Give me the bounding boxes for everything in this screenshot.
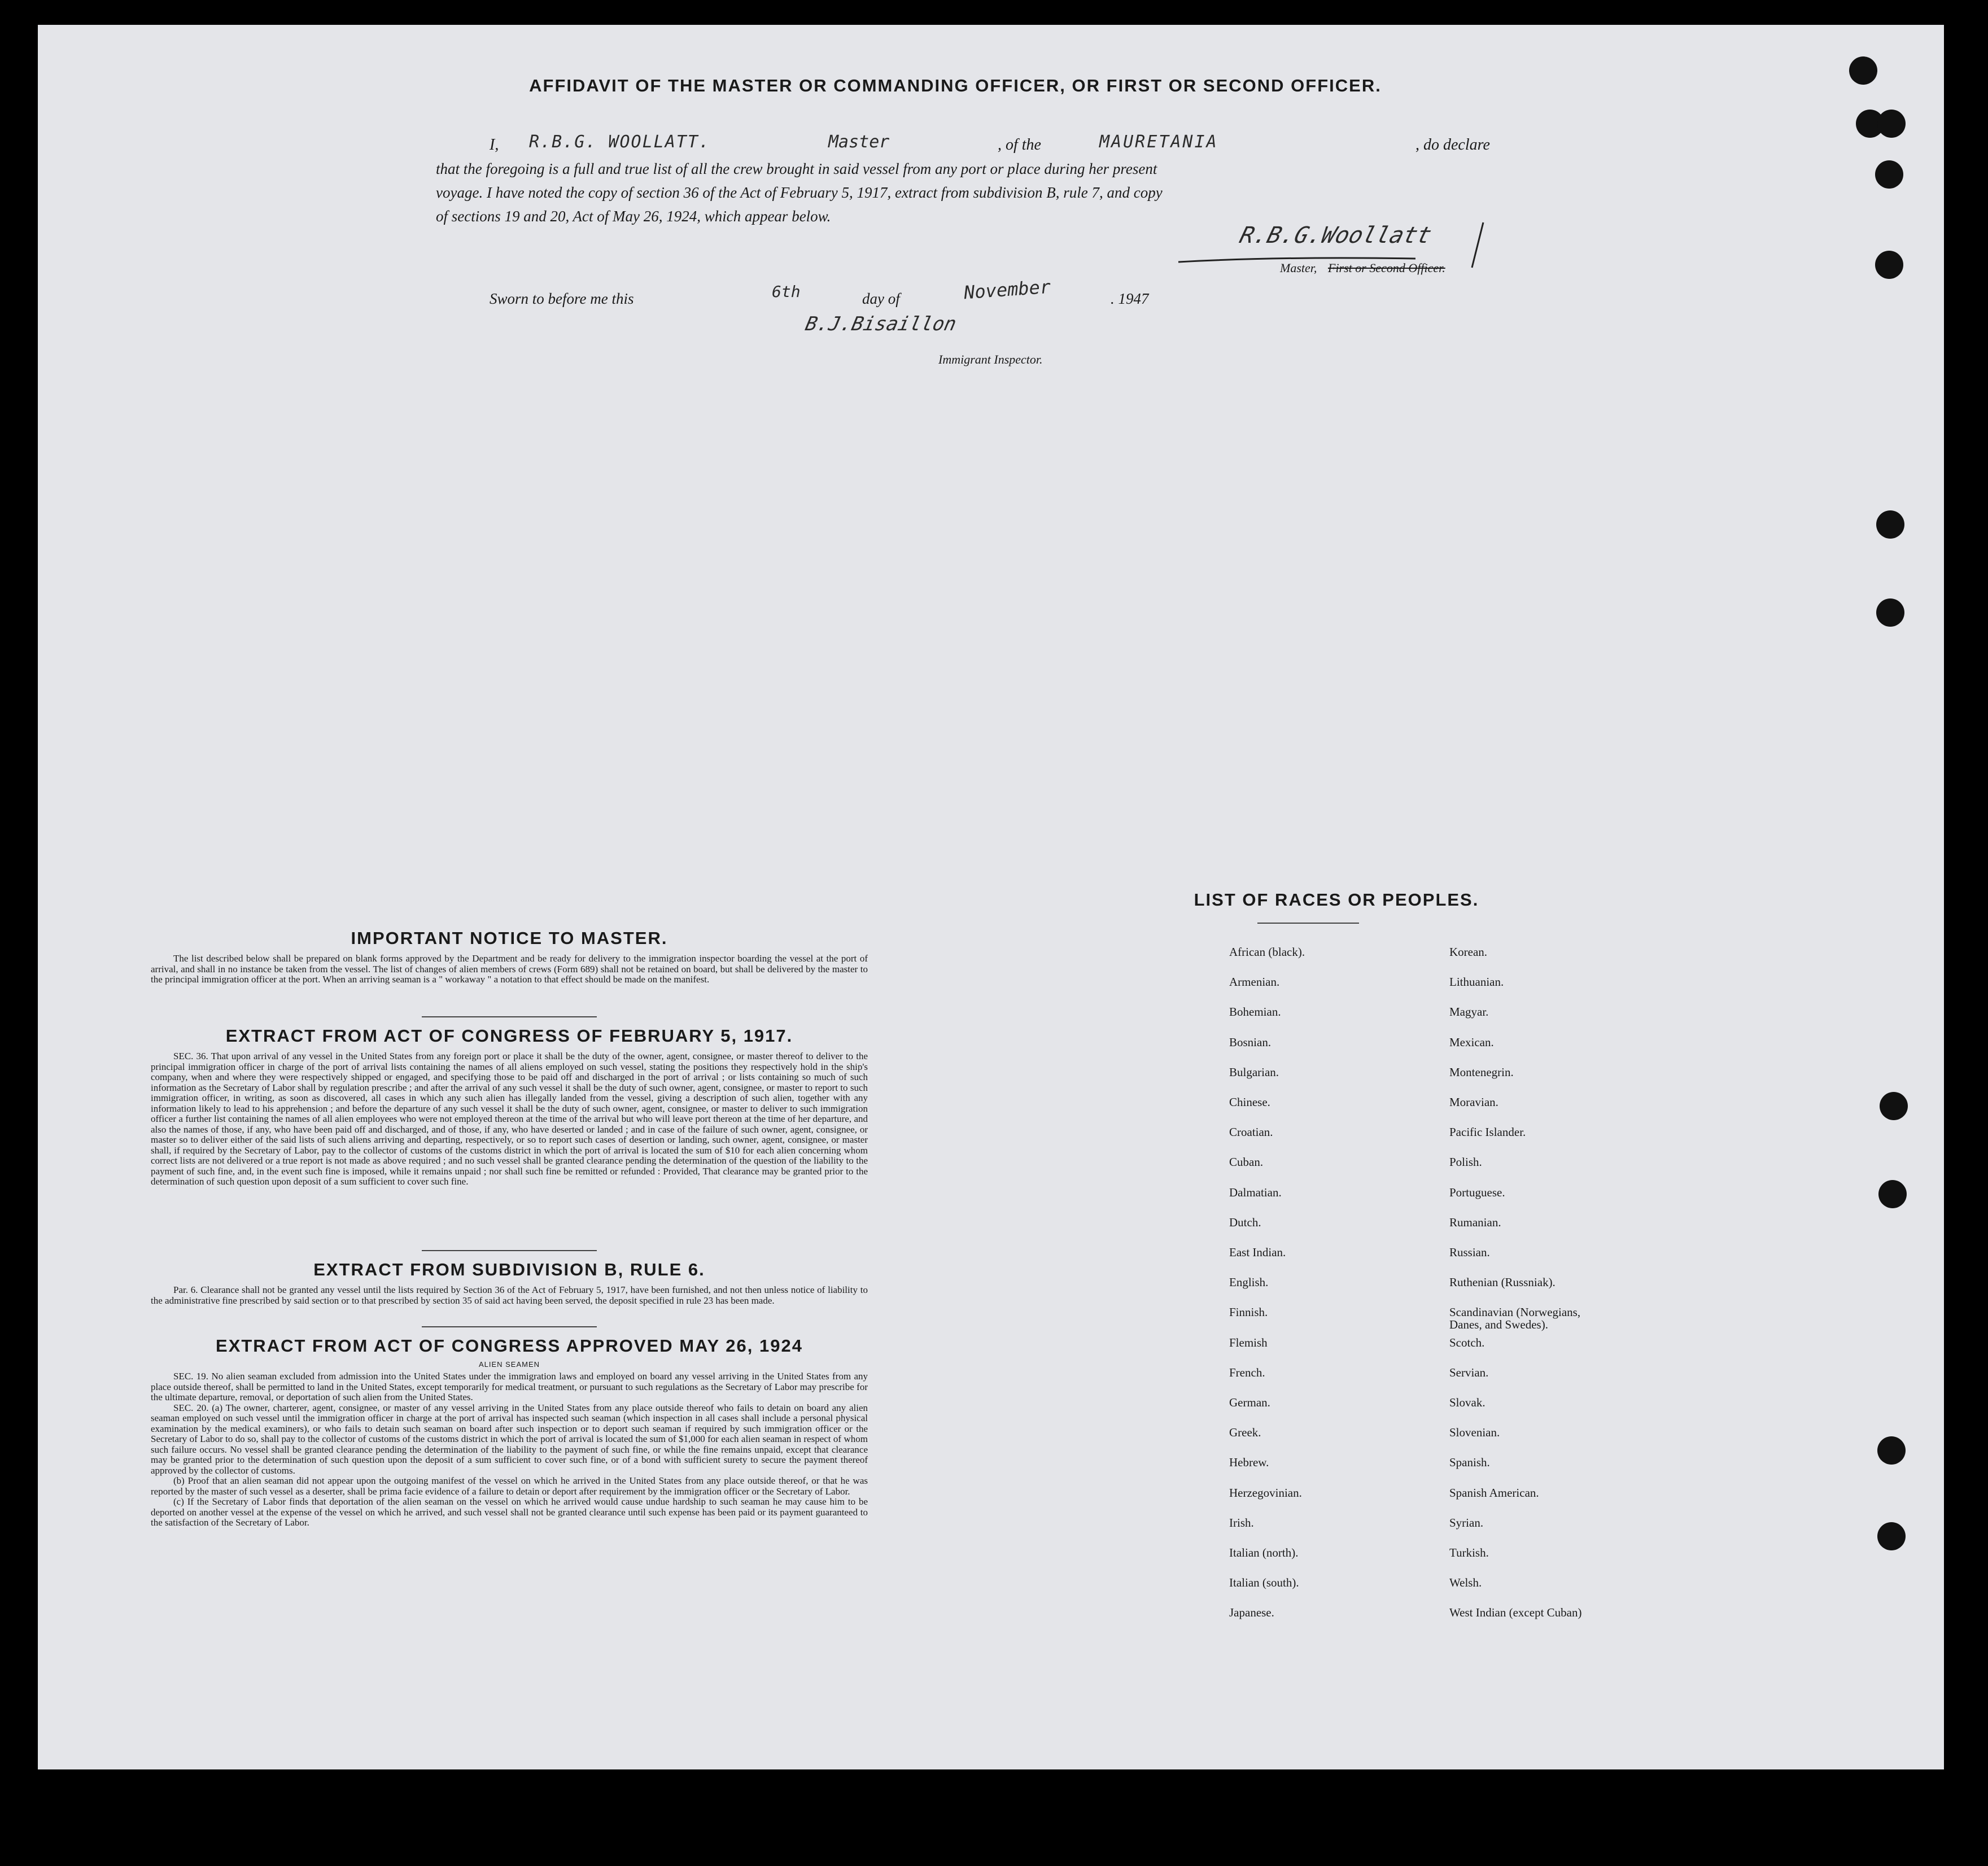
race-item: Mexican. xyxy=(1449,1035,1494,1049)
sec-19-text: SEC. 19. No alien seaman excluded from admission into the United States under the immigration laws and employed on board any vessel arriving in the United States from any place outside thereof, shall be permitted to land in the United States, except temporarily for medical treatment, or pursuant to such regulations as the Secretary of Labor may prescribe for the ultimate departure, removal, or deportation of such alien from the United States. xyxy=(151,1371,868,1402)
punch-hole xyxy=(1880,1092,1908,1120)
race-item: Scotch. xyxy=(1449,1335,1485,1349)
punch-hole xyxy=(1849,56,1877,85)
race-item: French. xyxy=(1229,1365,1265,1379)
extract-rule6-title: EXTRACT FROM SUBDIVISION B, RULE 6. xyxy=(313,1260,705,1279)
extract-1917-title: EXTRACT FROM ACT OF CONGRESS OF FEBRUARY 5, 1917. xyxy=(225,1026,793,1046)
rank-field: Master xyxy=(828,132,890,152)
notice-text: The list described below shall be prepared on blank forms approved by the Department and be ready for delivery to the immigration inspector boarding the vessel at the port of arrival, and shall in no instance be taken from the vessel. The list of changes of alien members of crews (Form 689) shall not be retained on board, but shall be delivered by the master to the principal immigration officer at the port. When an arriving seaman is a " workaway " a notation to that effect should be made on the manifest. xyxy=(151,953,868,985)
notice-title: IMPORTANT NOTICE TO MASTER. xyxy=(351,928,668,948)
race-item: Italian (north). xyxy=(1229,1546,1299,1559)
extract-1924-title: EXTRACT FROM ACT OF CONGRESS APPROVED MAY 26, 1924 xyxy=(216,1336,803,1356)
race-continuation: Danes, and Swedes). xyxy=(1449,1318,1548,1331)
sworn-month-field: November xyxy=(963,276,1052,304)
race-item: Korean. xyxy=(1449,945,1488,959)
document-page xyxy=(38,25,1944,1769)
race-item: Dutch. xyxy=(1229,1215,1261,1229)
race-item: Irish. xyxy=(1229,1515,1254,1529)
sworn-day-field: 6th xyxy=(772,282,801,301)
race-item: German. xyxy=(1229,1396,1270,1409)
race-item: Bosnian. xyxy=(1229,1035,1272,1049)
race-item: Bulgarian. xyxy=(1229,1065,1279,1079)
affidavit-line-3: voyage. I have noted the copy of section 36 of the Act of February 5, 1917, extract from subdivision B, rule 7, and copy xyxy=(436,184,1163,201)
divider xyxy=(422,1326,597,1327)
affidavit-title: AFFIDAVIT OF THE MASTER OR COMMANDING OFFICER, OR FIRST OR SECOND OFFICER. xyxy=(529,76,1382,95)
vessel-name-field: MAURETANIA xyxy=(1099,132,1218,152)
race-item: Herzegovinian. xyxy=(1229,1485,1302,1500)
divider xyxy=(1257,923,1359,924)
races-title: LIST OF RACES OR PEOPLES. xyxy=(1194,890,1479,910)
of-the-label: , of the xyxy=(998,136,1041,154)
sworn-label: Sworn to before me this xyxy=(490,290,634,307)
race-item: Russian. xyxy=(1449,1246,1490,1259)
inspector-signature: B.J.Bisaillon xyxy=(803,313,959,335)
race-item: Rumanian. xyxy=(1449,1215,1501,1229)
race-item: Pacific Islander. xyxy=(1449,1125,1526,1139)
race-item: Moravian. xyxy=(1449,1095,1498,1109)
affidavit-line-4: of sections 19 and 20, Act of May 26, 1924, which appear below. xyxy=(436,208,831,225)
race-item: Cuban. xyxy=(1229,1155,1264,1169)
race-item: Polish. xyxy=(1449,1155,1482,1169)
struck-officer-label: First or Second Officer. xyxy=(1328,261,1445,275)
race-item: Servian. xyxy=(1449,1365,1489,1379)
punch-hole xyxy=(1877,1522,1906,1550)
race-item: Hebrew. xyxy=(1229,1456,1269,1470)
affidavit-line-2: that the foregoing is a full and true list of all the crew brought in said vessel from any port or place during her present xyxy=(436,160,1157,177)
sec-20c-text: (c) If the Secretary of Labor finds that deportation of the alien seaman on the vessel on which he arrived would cause undue hardship to such seaman he may cause him to be deported on another vessel at the expense of the vessel on which he arrived, and such vessel shall not be granted clearance until such expense has been paid or its payment guaranteed to the satisfaction of the Secretary of Labor. xyxy=(151,1496,868,1528)
sworn-year: . 1947 xyxy=(1111,290,1149,307)
race-item: Italian (south). xyxy=(1229,1576,1299,1590)
inspector-label: Immigrant Inspector. xyxy=(938,352,1043,366)
race-item: African (black). xyxy=(1229,945,1305,959)
race-item: Bohemian. xyxy=(1229,1005,1281,1019)
race-item: Lithuanian. xyxy=(1449,975,1504,989)
punch-hole xyxy=(1877,110,1906,138)
punch-hole xyxy=(1875,160,1903,189)
extract-1917-text: SEC. 36. That upon arrival of any vessel in the United States from any foreign port or place it shall be the duty of the owner, agent, consignee, or master thereof to deliver to the principal immigration officer in charge of the port of arrival lists containing the names of all aliens employed on such vessel, stating the positions they respectively hold in the ship's company, when and where they were respectively shipped or engaged, and specifying those to be paid off and discharged in the port of arrival ; or lists containing so much of such information as the Secretary of Labor shall by regulation prescribe ; and after the arrival of any such vessel it shall be the duty of such owner, agent, consignee, or master to report to such immigration officer, in writing, as soon as discovered, all cases in which any such alien has illegally landed from the vessel, giving a description of such alien, together with any information likely to lead to his apprehension ; and before the departure of any such vessel it shall be the duty of such owner, agent, consignee, or master to deliver to such immigration officer a further list containing the names of all alien employees who were not employed thereon at the time of the arrival but who will leave port thereon at the time of her departure, and also the names of those, if any, who have been paid off and discharged, and of those, if any, who have deserted or landed ; and in case of the failure of such owner, agent, consignee, or master so to deliver either of the said lists of such aliens arriving and departing, respectively, or so to report such cases of desertion or landing, such owner, agent, consignee, or master shall, if required by the Secretary of Labor, pay to the collector of customs of the customs district in which the port of arrival is located the sum of $10 for each alien concerning whom correct lists are not delivered or a true report is not made as above required ; and no such vessel shall be granted clearance pending the determination of the question of the liability to the payment of such fine, and, in the event such fine is imposed, while it remains unpaid ; nor shall such fine be remitted or refunded : Provided, That clearance may be granted prior to the determination of such question upon deposit of a sum sufficient to cover such fine. xyxy=(151,1051,868,1187)
race-item: Montenegrin. xyxy=(1449,1065,1514,1079)
race-item: Magyar. xyxy=(1449,1005,1489,1019)
race-item: Scandinavian (Norwegians, xyxy=(1449,1305,1581,1319)
affidavit-i-label: I, xyxy=(490,136,499,154)
extract-1924-subtitle: ALIEN SEAMEN xyxy=(478,1360,540,1369)
race-item: Portuguese. xyxy=(1449,1185,1505,1199)
race-item: Slovak. xyxy=(1449,1396,1485,1409)
race-item: Ruthenian (Russniak). xyxy=(1449,1275,1556,1290)
race-item: Japanese. xyxy=(1229,1606,1274,1620)
divider xyxy=(422,1016,597,1017)
race-item: Dalmatian. xyxy=(1229,1185,1282,1199)
race-item: English. xyxy=(1229,1275,1269,1290)
race-item: Syrian. xyxy=(1449,1515,1484,1529)
punch-hole xyxy=(1875,251,1903,279)
punch-hole xyxy=(1877,1436,1906,1465)
race-item: Spanish American. xyxy=(1449,1485,1539,1500)
punch-hole xyxy=(1878,1180,1907,1208)
race-item: Finnish. xyxy=(1229,1305,1268,1319)
race-item: Armenian. xyxy=(1229,975,1280,989)
sec-20a-text: SEC. 20. (a) The owner, charterer, agent, consignee, or master of any vessel arriving in the United States from any place outside thereof who fails to detain on board any alien seaman employed on such vessel until the immigration officer in charge at the port of arrival has inspected such seaman (which inspection in all cases shall include a personal physical examination by the medical examiners), or who fails to detain such seaman on board after such inspection or to deport such seaman if required by such immigration officer or the Secretary of Labor to do so, shall pay to the collector of customs of the customs district in which the port of arrival is located the sum of $1,000 for each alien seaman in respect of whom such failure occurs. No vessel shall be granted clearance pending the determination of the liability to the payment of such fine, or while the fine remains unpaid, except that clearance may be granted prior to the determination of such question upon the deposit of a sum sufficient to cover such fine, or of a bond with sufficient surety to secure the payment thereof approved by the collector of customs. xyxy=(151,1402,868,1476)
race-item: West Indian (except Cuban) xyxy=(1449,1606,1582,1620)
race-item: Flemish xyxy=(1229,1335,1268,1349)
race-item: Spanish. xyxy=(1449,1456,1490,1470)
divider xyxy=(422,1250,597,1251)
extract-rule6-text: Par. 6. Clearance shall not be granted any vessel until the lists required by Section 36 of the Act of February 5, 1917, have been furnished, and not then unless notice of liability to the administrative fine prescribed by said section or to that prescribed by section 35 of said act having been served, the deposit specified in rule 23 has been made. xyxy=(151,1284,868,1306)
sec-20b-text: (b) Proof that an alien seaman did not appear upon the outgoing manifest of the vessel on which he arrived in the United States from any place outside thereof, or that he was reported by the master of such vessel as a deserter, shall be prima facie evidence of a failure to detain or deport after requirement by the immigration officer or the Secretary of Labor. xyxy=(151,1475,868,1497)
race-item: Greek. xyxy=(1229,1426,1261,1440)
race-item: Welsh. xyxy=(1449,1576,1482,1590)
race-item: Slovenian. xyxy=(1449,1426,1500,1440)
declare-label: , do declare xyxy=(1415,136,1490,154)
race-item: Chinese. xyxy=(1229,1095,1270,1109)
master-title-label: Master, xyxy=(1280,261,1317,275)
master-name-field: R.B.G. WOOLLATT. xyxy=(529,132,710,152)
race-item: Croatian. xyxy=(1229,1125,1273,1139)
extract-1924-body xyxy=(151,1371,868,1528)
punch-hole xyxy=(1876,510,1904,539)
punch-hole xyxy=(1876,598,1904,627)
race-item: Turkish. xyxy=(1449,1546,1489,1559)
master-signature: R.B.G.Woollatt xyxy=(1237,222,1435,248)
day-of-label: day of xyxy=(862,290,900,307)
race-item: East Indian. xyxy=(1229,1246,1286,1259)
